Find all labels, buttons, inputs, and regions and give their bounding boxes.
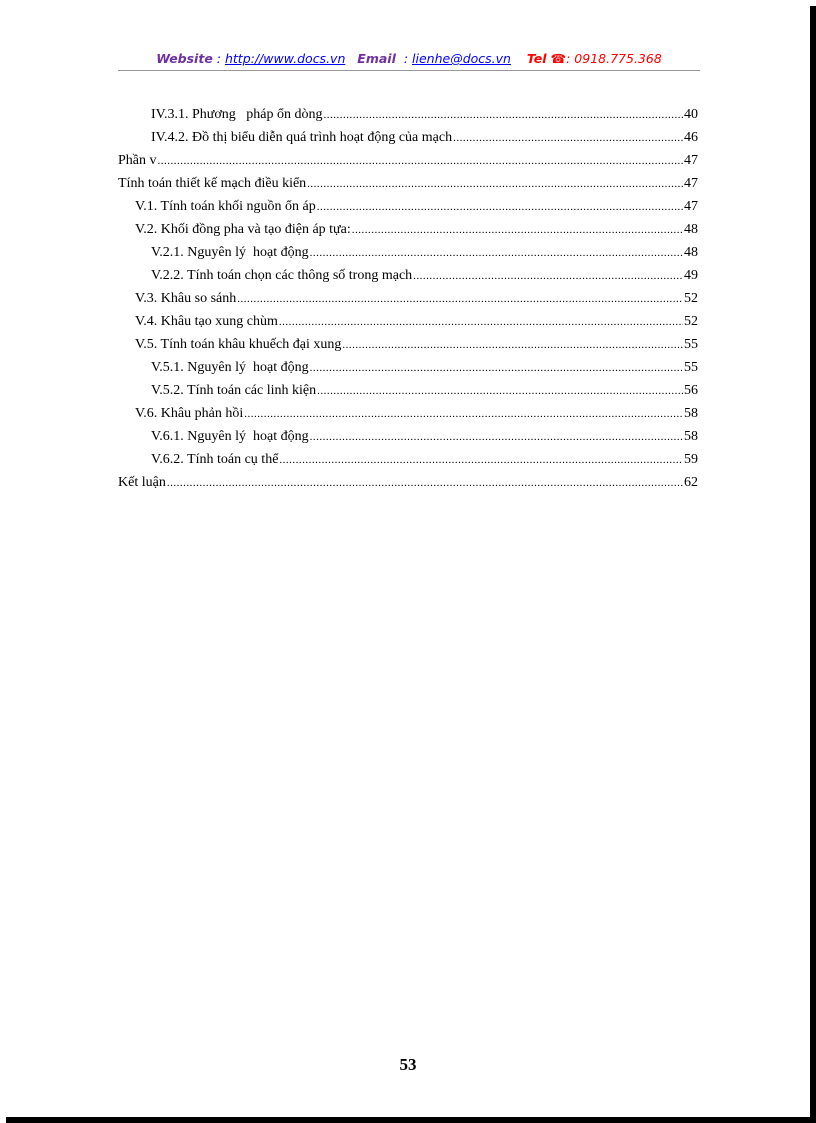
toc-dot-leader <box>317 201 683 213</box>
toc-entry[interactable] <box>118 130 698 153</box>
toc-entry[interactable] <box>118 360 698 383</box>
toc-dot-leader <box>237 293 683 305</box>
toc-dot-leader <box>453 132 683 144</box>
toc-entry-page: 48 <box>684 245 698 260</box>
header-rule <box>118 70 700 71</box>
toc-entry-label: Tính toán thiết kế mạch điều kiển <box>118 176 307 191</box>
email-label: Email <box>357 51 396 66</box>
toc-dot-leader <box>158 155 684 167</box>
page-shadow-bottom <box>6 1117 816 1123</box>
toc-entry-page: 58 <box>684 429 698 444</box>
page-shadow-right <box>810 6 816 1123</box>
toc-entry-page: 40 <box>684 107 698 122</box>
toc-dot-leader <box>310 247 683 259</box>
toc-entry[interactable] <box>118 245 698 268</box>
website-separator: : <box>212 51 225 66</box>
toc-entry-page: 58 <box>684 406 698 421</box>
toc-entry-label: V.2.2. Tính toán chọn các thông số trong mạch <box>151 268 413 283</box>
toc-dot-leader <box>244 408 683 420</box>
toc-entry[interactable] <box>118 429 698 452</box>
toc-entry[interactable] <box>118 291 698 314</box>
toc-entry-page: 62 <box>684 475 698 490</box>
toc-entry-label: V.5.2. Tính toán các linh kiện <box>151 383 317 398</box>
tel-number: : 0918.775.368 <box>566 51 662 66</box>
page-header <box>118 51 700 66</box>
tel-label: Tel <box>526 51 547 66</box>
email-link[interactable]: lienhe@docs.vn <box>412 51 511 66</box>
toc-dot-leader <box>279 316 683 328</box>
toc-entry-label: V.3. Khâu so sánh <box>135 291 237 306</box>
toc-entry[interactable] <box>118 314 698 337</box>
toc-entry-label: V.2. Khối đồng pha và tạo điện áp tựa: <box>135 222 351 237</box>
toc-entry-label: V.4. Khâu tạo xung chùm <box>135 314 278 329</box>
toc-entry-page: 46 <box>684 130 698 145</box>
toc-dot-leader <box>413 270 683 282</box>
toc-entry[interactable] <box>118 268 698 291</box>
table-of-contents <box>118 107 698 498</box>
phone-icon: ☎ <box>550 51 567 66</box>
toc-entry-page: 47 <box>684 199 698 214</box>
toc-entry-page: 55 <box>684 360 698 375</box>
toc-entry-page: 59 <box>684 452 698 467</box>
toc-entry-page: 55 <box>684 337 698 352</box>
toc-entry-label: V.2.1. Nguyên lý hoạt động <box>151 245 309 260</box>
toc-entry[interactable] <box>118 452 698 475</box>
toc-entry-label: V.1. Tính toán khối nguồn ổn áp <box>135 199 316 214</box>
toc-dot-leader <box>342 339 683 351</box>
toc-entry-page: 49 <box>684 268 698 283</box>
toc-entry[interactable] <box>118 222 698 245</box>
toc-dot-leader <box>317 385 683 397</box>
toc-dot-leader <box>323 109 683 121</box>
toc-entry[interactable] <box>118 153 698 176</box>
toc-entry[interactable] <box>118 406 698 429</box>
website-link[interactable]: http://www.docs.vn <box>224 51 346 66</box>
toc-entry-label: Phần v <box>118 153 157 168</box>
toc-entry[interactable] <box>118 199 698 222</box>
toc-entry-label: IV.4.2. Đồ thị biểu diễn quá trình hoạt động của mạch <box>151 130 453 145</box>
toc-entry-label: V.6.1. Nguyên lý hoạt động <box>151 429 309 444</box>
toc-entry-label: V.5. Tính toán khâu khuếch đại xung <box>135 337 342 352</box>
toc-entry-label: V.6.2. Tính toán cụ thể <box>151 452 279 467</box>
website-label: Website <box>156 51 213 66</box>
toc-entry-page: 47 <box>684 153 698 168</box>
toc-entry[interactable] <box>118 337 698 360</box>
toc-entry-page: 47 <box>684 176 698 191</box>
toc-dot-leader <box>310 362 683 374</box>
toc-entry-label: V.6. Khâu phản hồi <box>135 406 244 421</box>
toc-entry[interactable] <box>118 475 698 498</box>
toc-entry-page: 48 <box>684 222 698 237</box>
toc-entry-page: 56 <box>684 383 698 398</box>
toc-entry-label: IV.3.1. Phương pháp ổn dòng <box>151 107 323 122</box>
email-separator: : <box>399 51 413 66</box>
toc-dot-leader <box>167 477 683 489</box>
toc-entry[interactable] <box>118 383 698 406</box>
toc-entry-label: V.5.1. Nguyên lý hoạt động <box>151 360 309 375</box>
toc-entry[interactable] <box>118 107 698 130</box>
toc-dot-leader <box>352 224 683 236</box>
toc-dot-leader <box>307 178 683 190</box>
toc-dot-leader <box>279 454 683 466</box>
page-number: 53 <box>399 1055 417 1074</box>
toc-entry-label: Kết luận <box>118 475 166 490</box>
toc-dot-leader <box>310 431 683 443</box>
toc-entry-page: 52 <box>684 291 698 306</box>
toc-entry[interactable] <box>118 176 698 199</box>
toc-entry-page: 52 <box>684 314 698 329</box>
